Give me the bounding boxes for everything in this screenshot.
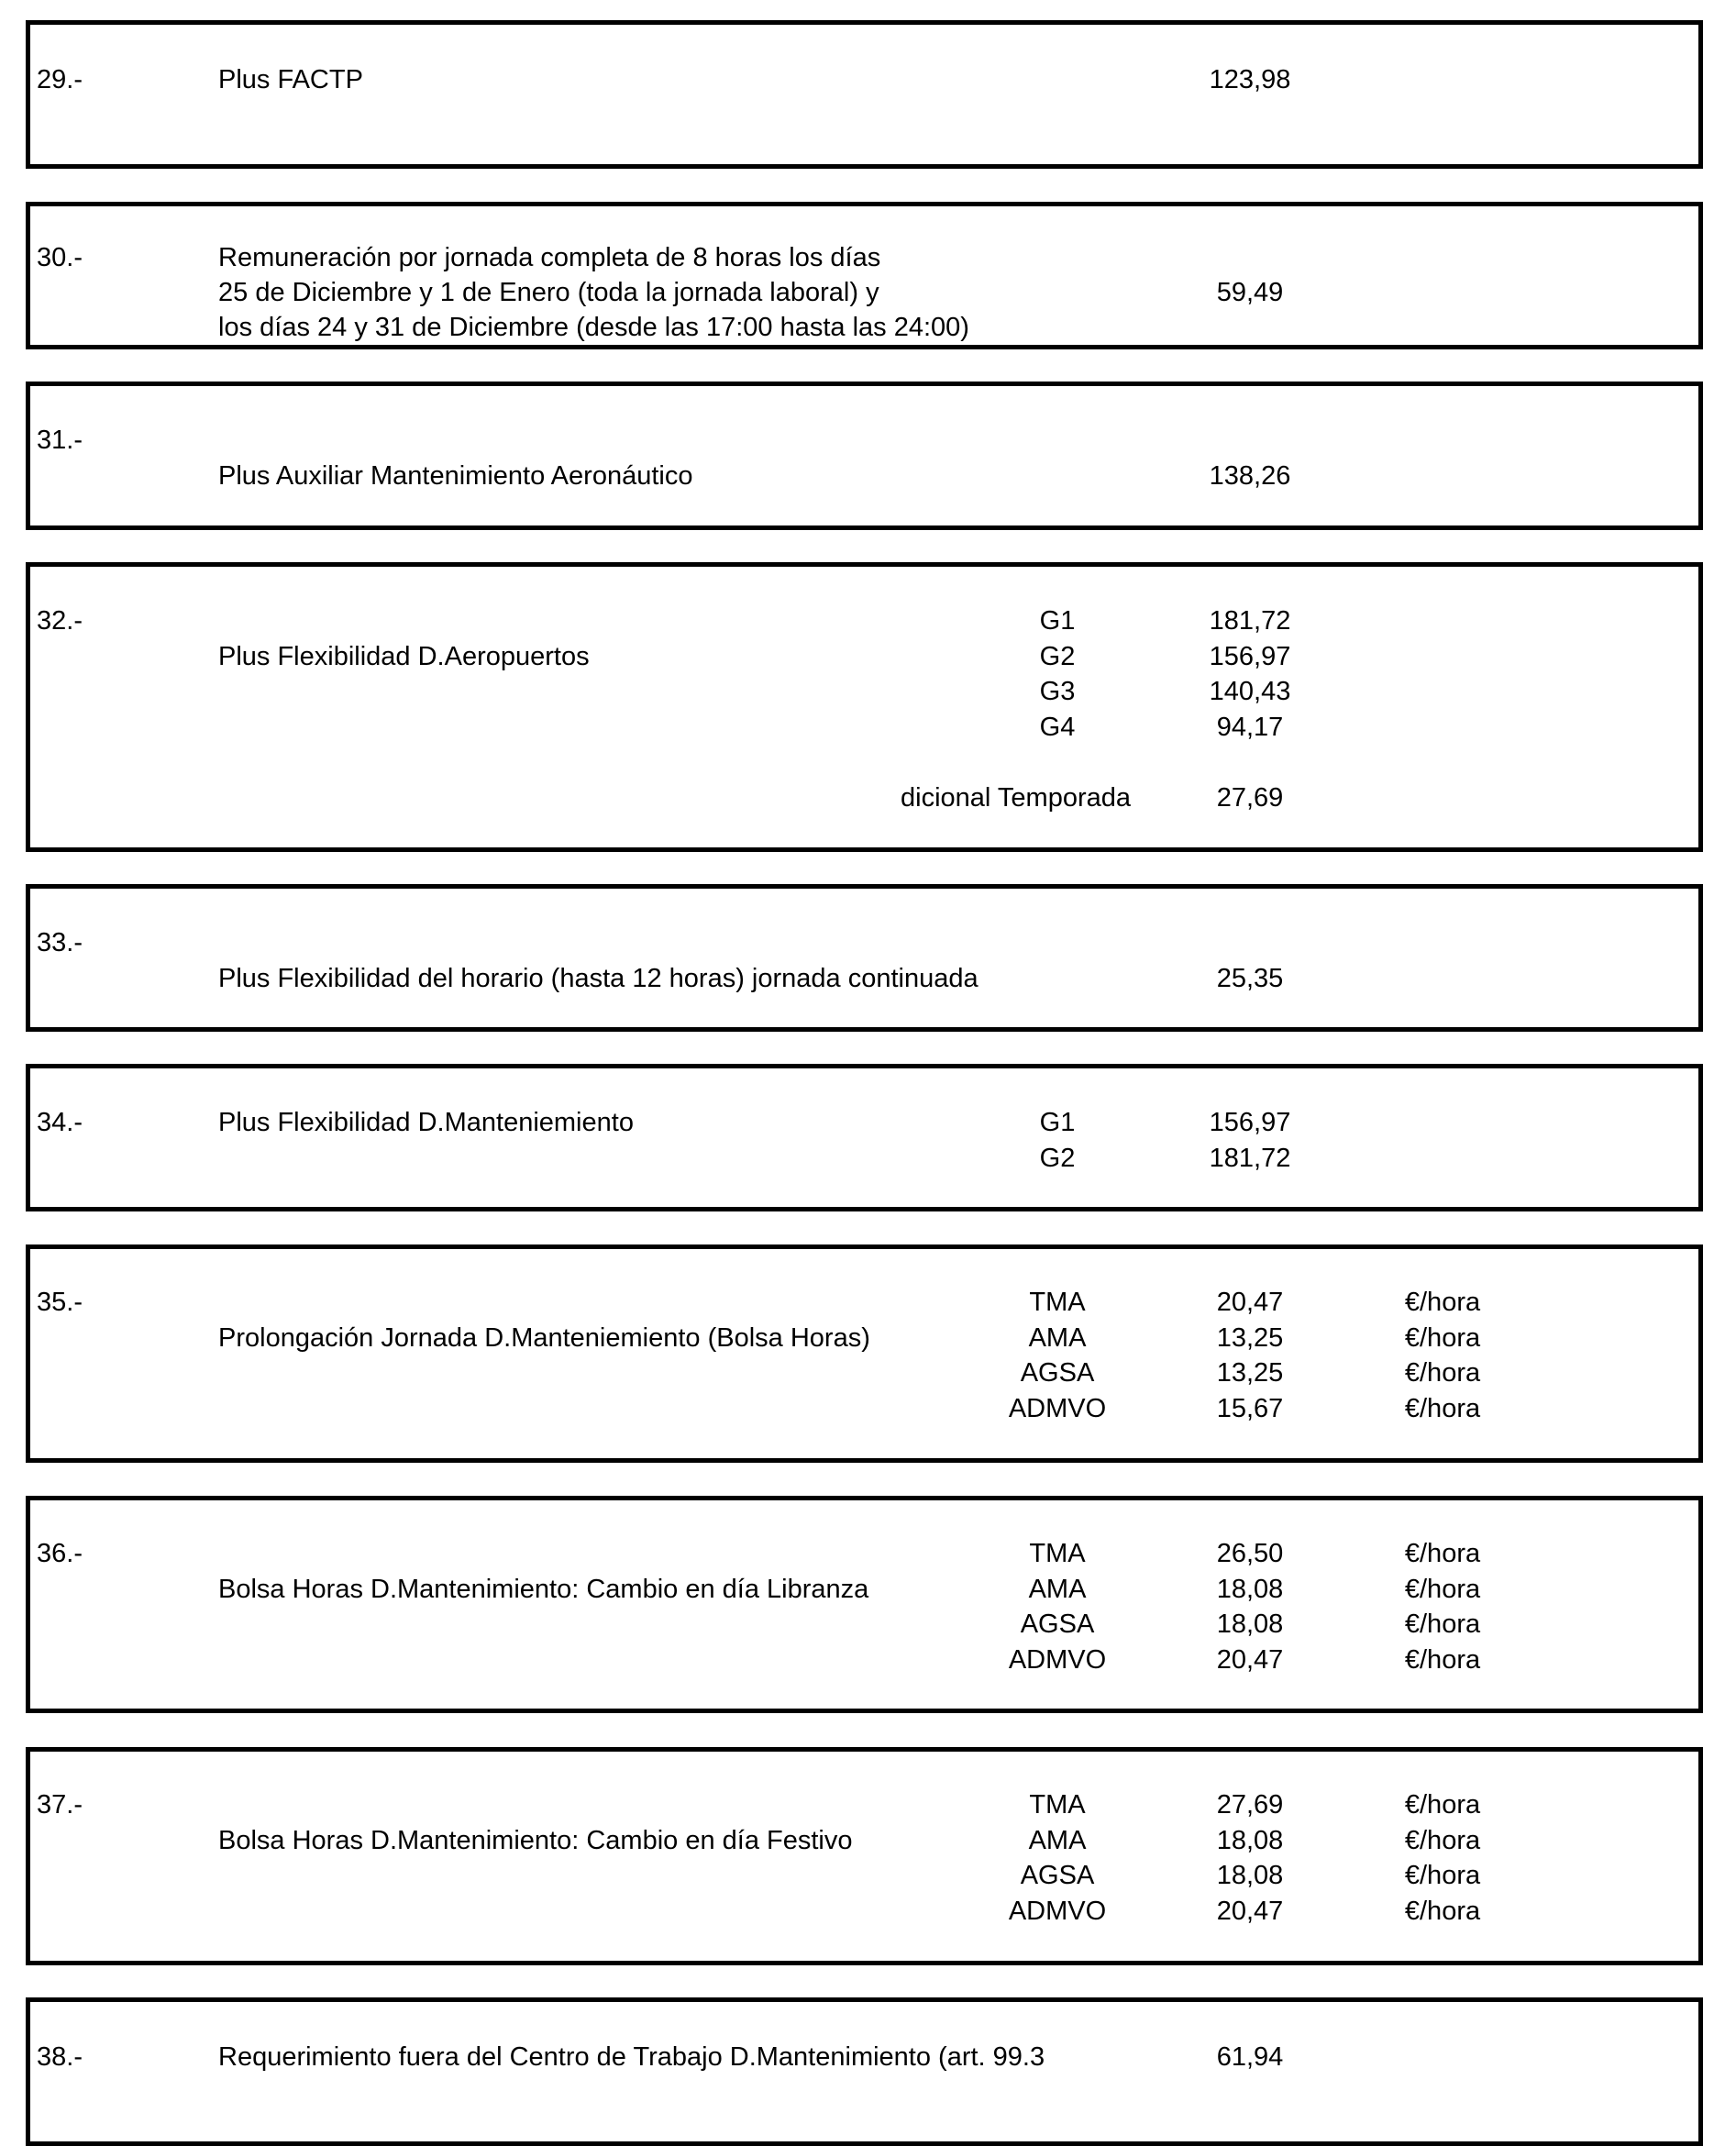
item-description: Bolsa Horas D.Mantenimiento: Cambio en día Festivo [218, 1826, 853, 1855]
item-number: 30.- [37, 243, 83, 272]
extra-label: dicional Temporada [901, 783, 1131, 813]
group-value: 156,97 [1209, 642, 1291, 671]
item-number: 36.- [37, 1539, 83, 1568]
extra-value: 27,69 [1216, 783, 1284, 813]
category-value: 18,08 [1216, 1861, 1284, 1890]
unit-label: €/hora [1404, 1897, 1481, 1926]
group-code: G1 [1039, 606, 1076, 636]
item-box-35 [26, 1244, 1703, 1463]
unit-label: €/hora [1404, 1610, 1481, 1639]
item-box-34 [26, 1064, 1703, 1211]
item-value: 59,49 [1216, 278, 1284, 307]
unit-label: €/hora [1404, 1575, 1481, 1604]
category-value: 20,47 [1216, 1897, 1284, 1926]
item-description [218, 240, 969, 345]
description-line: los días 24 y 31 de Diciembre (desde las 17:00 hasta las 24:00) [218, 313, 969, 342]
item-value: 25,35 [1216, 964, 1284, 993]
item-description: Bolsa Horas D.Mantenimiento: Cambio en día Libranza [218, 1575, 869, 1604]
item-number: 35.- [37, 1288, 83, 1317]
item-description: Plus Flexibilidad D.Aeropuertos [218, 642, 590, 671]
category-value: 18,08 [1216, 1575, 1284, 1604]
item-description: Prolongación Jornada D.Manteniemiento (Bolsa Horas) [218, 1323, 870, 1353]
item-description: Plus Flexibilidad D.Manteniemiento [218, 1108, 634, 1137]
group-code: G2 [1039, 1144, 1076, 1173]
group-value: 94,17 [1216, 713, 1284, 742]
unit-label: €/hora [1404, 1394, 1481, 1423]
category-value: 27,69 [1216, 1790, 1284, 1820]
item-box-36 [26, 1496, 1703, 1713]
unit-label: €/hora [1404, 1645, 1481, 1675]
unit-label: €/hora [1404, 1358, 1481, 1388]
group-value: 181,72 [1209, 1144, 1291, 1173]
item-value: 138,26 [1209, 461, 1291, 491]
item-box-37 [26, 1747, 1703, 1965]
item-box-38 [26, 1997, 1703, 2146]
group-code: G1 [1039, 1108, 1076, 1137]
item-box-29 [26, 20, 1703, 169]
unit-label: €/hora [1404, 1539, 1481, 1568]
item-box-31 [26, 382, 1703, 530]
item-number: 32.- [37, 606, 83, 636]
category-value: 18,08 [1216, 1826, 1284, 1855]
category-code: TMA [1029, 1288, 1086, 1317]
category-code: AMA [1028, 1323, 1087, 1353]
description-line: Remuneración por jornada completa de 8 horas los días [218, 243, 881, 272]
category-code: ADMVO [1008, 1897, 1107, 1926]
group-code: G4 [1039, 713, 1076, 742]
item-number: 38.- [37, 2042, 83, 2072]
category-code: ADMVO [1008, 1394, 1107, 1423]
unit-label: €/hora [1404, 1790, 1481, 1820]
category-code: ADMVO [1008, 1645, 1107, 1675]
item-number: 33.- [37, 928, 83, 957]
category-code: AMA [1028, 1575, 1087, 1604]
item-description: Requerimiento fuera del Centro de Trabajo D.Mantenimiento (art. 99.3 [218, 2042, 1045, 2072]
item-box-30 [26, 202, 1703, 349]
category-value: 20,47 [1216, 1645, 1284, 1675]
category-value: 15,67 [1216, 1394, 1284, 1423]
category-value: 18,08 [1216, 1610, 1284, 1639]
category-code: AGSA [1020, 1861, 1095, 1890]
item-description: Plus Flexibilidad del horario (hasta 12 horas) jornada continuada [218, 964, 979, 993]
item-number: 37.- [37, 1790, 83, 1820]
unit-label: €/hora [1404, 1826, 1481, 1855]
item-number: 34.- [37, 1108, 83, 1137]
unit-label: €/hora [1404, 1288, 1481, 1317]
item-number: 31.- [37, 426, 83, 455]
category-code: AGSA [1020, 1610, 1095, 1639]
unit-label: €/hora [1404, 1323, 1481, 1353]
unit-label: €/hora [1404, 1861, 1481, 1890]
item-box-33 [26, 884, 1703, 1032]
group-value: 156,97 [1209, 1108, 1291, 1137]
group-code: G2 [1039, 642, 1076, 671]
category-code: AMA [1028, 1826, 1087, 1855]
category-value: 13,25 [1216, 1358, 1284, 1388]
item-box-32 [26, 562, 1703, 852]
item-number: 29.- [37, 65, 83, 94]
category-code: TMA [1029, 1790, 1086, 1820]
group-value: 140,43 [1209, 677, 1291, 706]
item-description: Plus Auxiliar Mantenimiento Aeronáutico [218, 461, 693, 491]
item-description: Plus FACTP [218, 65, 363, 94]
category-value: 20,47 [1216, 1288, 1284, 1317]
category-value: 26,50 [1216, 1539, 1284, 1568]
item-value: 123,98 [1209, 65, 1291, 94]
category-code: TMA [1029, 1539, 1086, 1568]
category-value: 13,25 [1216, 1323, 1284, 1353]
item-value: 61,94 [1216, 2042, 1284, 2072]
group-code: G3 [1039, 677, 1076, 706]
description-line: 25 de Diciembre y 1 de Enero (toda la jornada laboral) y [218, 278, 879, 307]
category-code: AGSA [1020, 1358, 1095, 1388]
group-value: 181,72 [1209, 606, 1291, 636]
